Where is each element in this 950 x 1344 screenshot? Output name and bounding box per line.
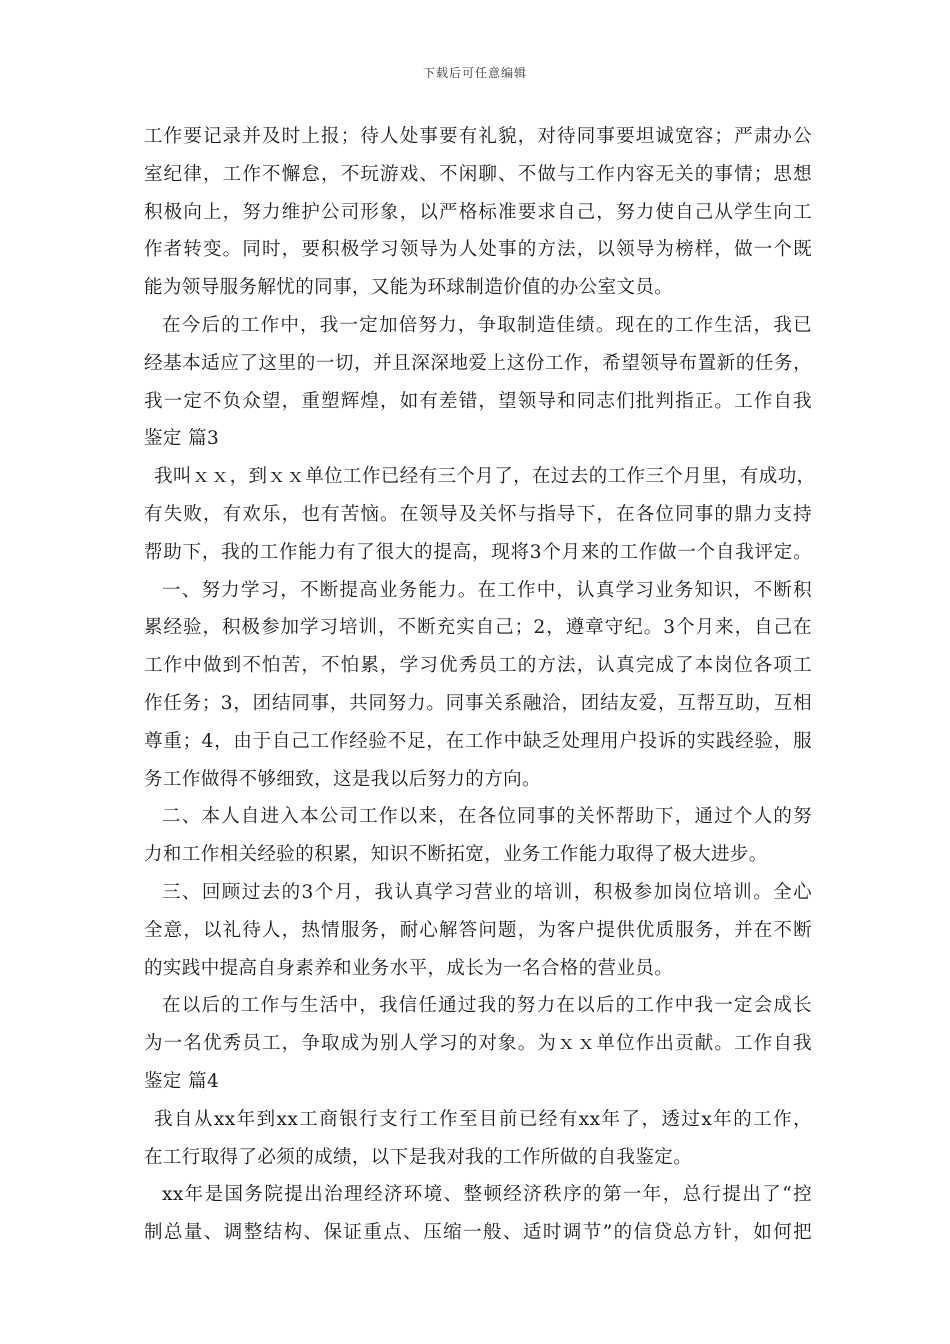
text-line: 工作要记录并及时上报；待人处事要有礼貌，对待同事要坦诚宽容；严肃办公 bbox=[144, 126, 812, 147]
page-header: 下载后可任意编辑 bbox=[422, 66, 527, 80]
text-line: 积极向上，努力维护公司形象，以严格标准要求自己，努力使自己从学生向工 bbox=[144, 201, 812, 223]
text-line: 的实践中提高自身素养和业务水平，成长为一名合格的营业员。 bbox=[144, 957, 674, 979]
text-line: 工作中做到不怕苦，不怕累，学习优秀员工的方法，认真完成了本岗位各项工 bbox=[144, 655, 812, 677]
text-line: 能为领导服务解忧的同事，又能为环球制造价值的办公室文员。 bbox=[144, 277, 674, 299]
text-line: 力和工作相关经验的积累，知识不断拓宽，业务工作能力取得了极大进步。 bbox=[144, 844, 768, 866]
text-line: xx年是国务院提出治理经济环境、整顿经济秩序的第一年，总行提出了“控 bbox=[162, 1184, 812, 1206]
text-line: 累经验，积极参加学习培训，不断充实自己；2，遵章守纪。3个月来，自己在 bbox=[144, 617, 812, 639]
text-line: 尊重；4，由于自己工作经验不足，在工作中缺乏处理用户投诉的实践经验，服 bbox=[144, 730, 812, 752]
text-line: 我一定不负众望，重塑辉煌，如有差错，望领导和同志们批判指正。工作自我 bbox=[144, 390, 812, 412]
text-line: 室纪律，工作不懈怠，不玩游戏、不闲聊、不做与工作内容无关的事情；思想 bbox=[144, 163, 812, 185]
text-line: 三、回顾过去的3个月，我认真学习营业的培训，积极参加岗位培训。全心 bbox=[162, 881, 812, 903]
text-line: 我自从xx年到xx工商银行支行工作至目前已经有xx年了，透过x年的工作， bbox=[154, 1108, 812, 1130]
text-line: 在以后的工作与生活中，我信任通过我的努力在以后的工作中我一定会成长 bbox=[162, 995, 812, 1017]
text-line: 为一名优秀员工，争取成为别人学习的对象。为ｘｘ单位作出贡献。工作自我 bbox=[144, 1033, 812, 1055]
text-line: 务工作做得不够细致，这是我以后努力的方向。 bbox=[144, 768, 541, 790]
text-line: 一、努力学习，不断提高业务能力。在工作中，认真学习业务知识，不断积 bbox=[162, 579, 812, 601]
text-line: 作者转变。同时，要积极学习领导为人处事的方法，以领导为榜样，做一个既 bbox=[144, 239, 812, 261]
text-line: 在工行取得了必须的成绩，以下是我对我的工作所做的自我鉴定。 bbox=[144, 1146, 693, 1168]
text-line: 我叫ｘｘ，到ｘｘ单位工作已经有三个月了，在过去的工作三个月里，有成功， bbox=[154, 466, 816, 488]
text-line: 全意，以礼待人，热情服务，耐心解答问题，为客户提供优质服务，并在不断 bbox=[144, 919, 812, 941]
text-line: 经基本适应了这里的一切，并且深深地爱上这份工作，希望领导布置新的任务， bbox=[144, 352, 812, 374]
text-line: 在今后的工作中，我一定加倍努力，争取制造佳绩。现在的工作生活，我已 bbox=[162, 314, 812, 336]
text-line: 有失败，有欢乐，也有苦恼。在领导及关怀与指导下，在各位同事的鼎力支持 bbox=[144, 503, 812, 525]
text-line: 帮助下，我的工作能力有了很大的提高，现将3个月来的工作做一个自我评定。 bbox=[144, 541, 812, 563]
text-line: 鉴定 篇4 bbox=[144, 1070, 220, 1092]
text-line: 制总量、调整结构、保证重点、压缩一般、适时调节”的信贷总方针，如何把 bbox=[144, 1222, 812, 1244]
text-line: 鉴定 篇3 bbox=[144, 428, 220, 450]
text-line: 二、本人自进入本公司工作以来，在各位同事的关怀帮助下，通过个人的努 bbox=[162, 806, 812, 828]
text-line: 作任务；3，团结同事，共同努力。同事关系融洽，团结友爱，互帮互助，互相 bbox=[144, 692, 812, 714]
document-body bbox=[144, 118, 816, 1252]
